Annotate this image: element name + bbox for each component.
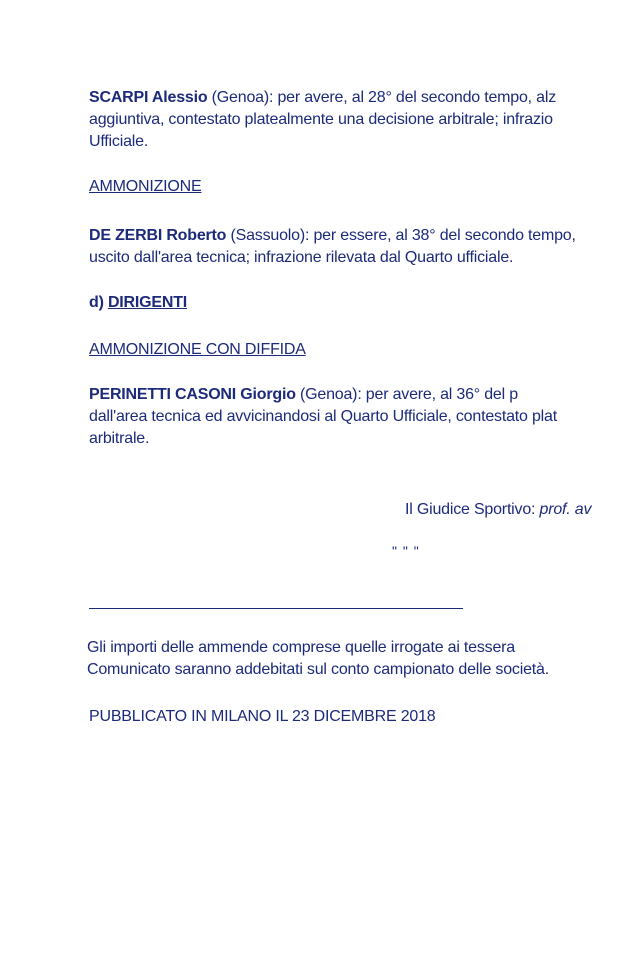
ammonizione-heading: AMMONIZIONE [89, 178, 202, 195]
footer-line-2: Comunicato saranno addebitati sul conto campionato delle società. [87, 661, 549, 678]
scarpi-team: (Genoa) [211, 89, 269, 106]
scarpi-name: SCARPI Alessio [89, 89, 208, 106]
dezerbi-line-2: uscito dall'area tecnica; infrazione rilevata dal Quarto ufficiale. [89, 249, 514, 266]
dezerbi-text-1: : per essere, al 38° del secondo tempo, [304, 227, 576, 244]
dezerbi-team: (Sassuolo) [230, 227, 305, 244]
perinetti-line-2: dall'area tecnica ed avvicinandosi al Quarto Ufficiale, contestato plat [89, 408, 557, 425]
scarpi-line-2: aggiuntiva, contestato platealmente una decisione arbitrale; infrazio [89, 111, 553, 128]
perinetti-team: (Genoa) [300, 386, 358, 403]
separator-rule [89, 608, 463, 609]
dezerbi-name: DE ZERBI Roberto [89, 227, 227, 244]
footer-line-1: Gli importi delle ammende comprese quelle irrogate ai tessera [87, 639, 516, 656]
dirigenti-heading [89, 292, 187, 314]
giudice-label: Il Giudice Sportivo: [405, 501, 540, 518]
scarpi-line-1 [89, 87, 556, 109]
perinetti-line-3: arbitrale. [89, 430, 150, 447]
perinetti-text-1: : per avere, al 36° del p [357, 386, 518, 403]
perinetti-name: PERINETTI CASONI Giorgio [89, 386, 296, 403]
dirigenti-label: DIRIGENTI [107, 294, 188, 311]
dezerbi-line-1 [89, 225, 576, 247]
pubblicato-line: PUBBLICATO IN MILANO IL 23 DICEMBRE 2018 [89, 708, 436, 725]
scarpi-text-1: : per avere, al 28° del secondo tempo, alz [268, 89, 557, 106]
scarpi-line-3: Ufficiale. [89, 133, 149, 150]
quotes-marks: " " " [392, 543, 420, 559]
dirigenti-prefix: d) [89, 294, 104, 311]
ammonizione-diffida-heading: AMMONIZIONE CON DIFFIDA [89, 341, 306, 358]
giudice-name: prof. av [539, 501, 592, 518]
perinetti-line-1 [89, 384, 518, 406]
giudice-line [405, 499, 591, 521]
